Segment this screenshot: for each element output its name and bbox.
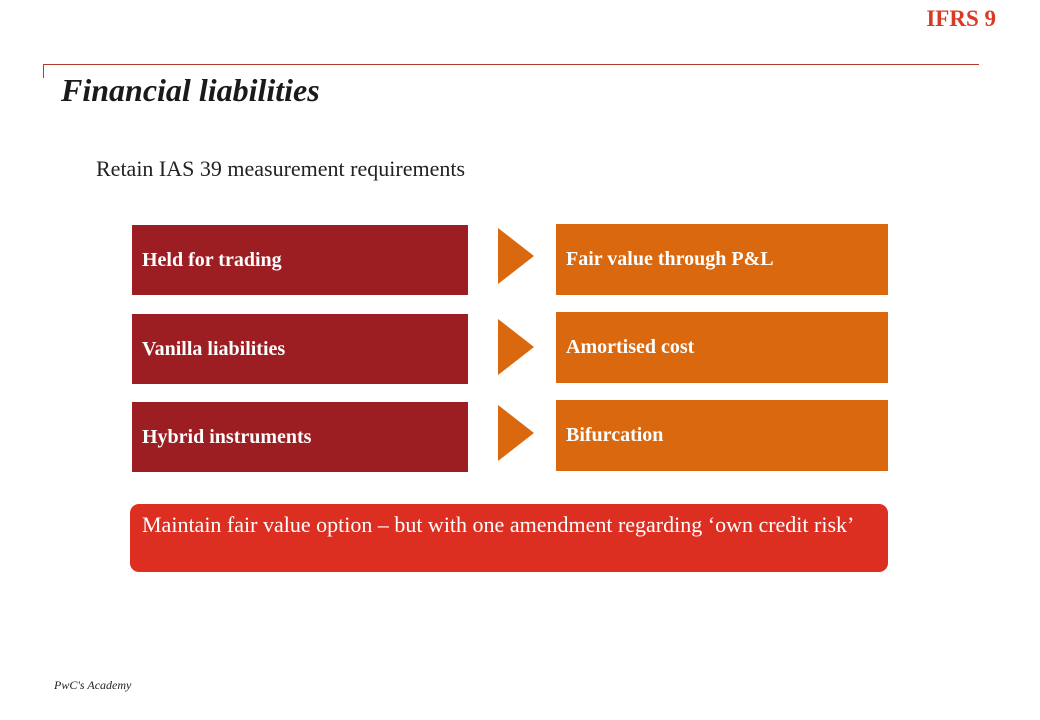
treatment-label: Bifurcation: [566, 424, 664, 446]
category-label: Vanilla liabilities: [142, 337, 286, 360]
treatment-box-amortised-cost: [556, 312, 888, 383]
header-rule: [43, 64, 979, 65]
category-box-held-for-trading: [132, 225, 468, 295]
arrow-right-icon: [498, 228, 534, 284]
slide-title: Financial liabilities: [61, 72, 320, 108]
ifrs-tag: IFRS 9: [926, 6, 996, 31]
footer-source: PwC's Academy: [54, 678, 132, 692]
treatment-label: Fair value through P&L: [566, 248, 774, 270]
category-label: Held for trading: [142, 248, 282, 271]
arrow-right-icon: [498, 405, 534, 461]
header-rule-tick: [43, 64, 44, 78]
category-label: Hybrid instruments: [142, 425, 312, 448]
category-box-hybrid-instruments: [132, 402, 468, 472]
fair-value-option-banner: [130, 504, 888, 572]
slide-subtitle: Retain IAS 39 measurement requirements: [96, 156, 466, 181]
arrow-right-icon: [498, 319, 534, 375]
banner-text: Maintain fair value option – but with one amendment regarding ‘own credit risk’: [142, 512, 855, 537]
treatment-box-fair-value: [556, 224, 888, 295]
treatment-label: Amortised cost: [566, 336, 695, 358]
category-box-vanilla-liabilities: [132, 314, 468, 384]
treatment-box-bifurcation: [556, 400, 888, 471]
